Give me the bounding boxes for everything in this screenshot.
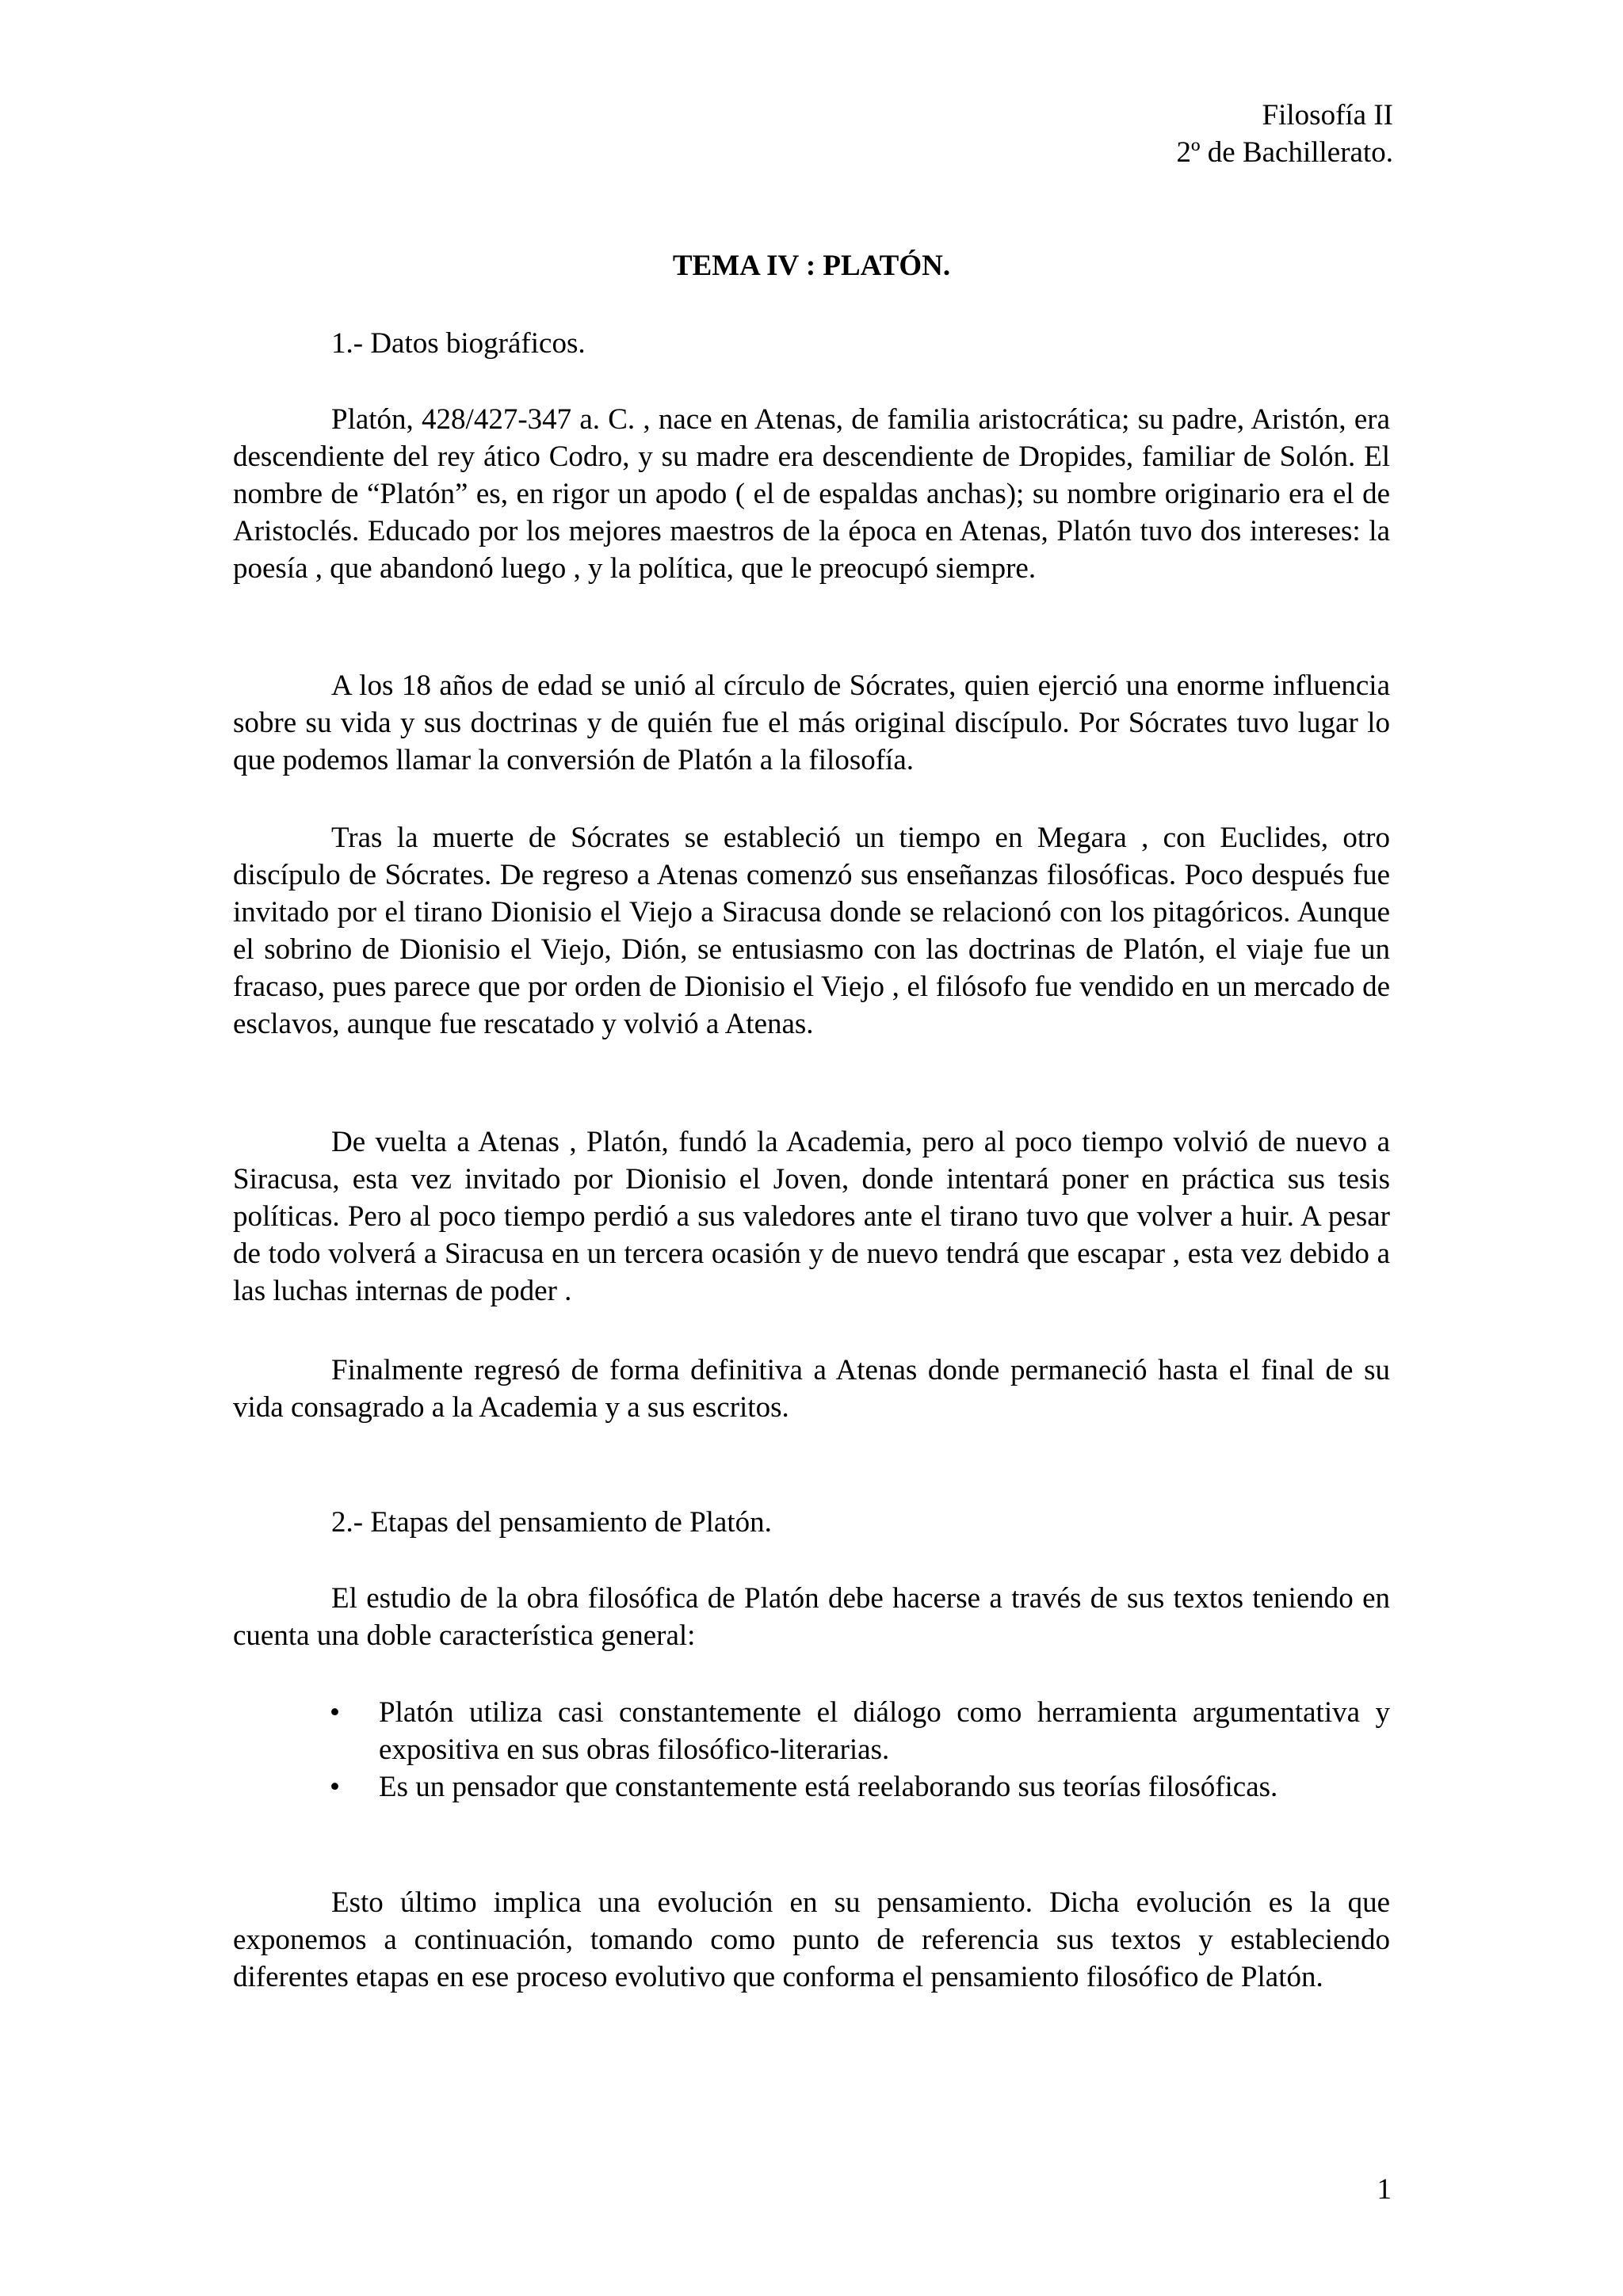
bullet-icon: • [330,1696,340,1729]
list-item-text: Platón utiliza casi constantemente el diálogo como herramienta argumentativa y expositiva en sus obras filosófico-literarias. [379,1696,1390,1766]
page-number: 1 [1377,2173,1392,2206]
list-item-text: Es un pensador que constantemente está reelaborando sus teorías filosóficas. [379,1771,1278,1803]
section-2-closing: Esto último implica una evolución en su pensamiento. Dicha evolución es la que exponemos a continuación, tomando como punto de referencia sus textos y estableciendo diferentes etapas en ese proceso evolutivo que conforma el pensamiento filosófico de Platón. [233,1886,1390,1993]
list-item [233,1768,1390,1806]
characteristics-list [233,1694,1390,1806]
list-item [233,1694,1390,1768]
section-1-paragraph-3: Tras la muerte de Sócrates se estableció un tiempo en Megara , con Euclides, otro discípulo de Sócrates. De regreso a Atenas comenzó sus enseñanzas filosóficas. Poco después fue invitado por el tirano Dionisio el Viejo a Siracusa donde se relacionó con los pitagóricos. Aunque el sobrino de Dionisio el Viejo, Dión, se entusiasmo con las doctrinas de Platón, el viaje fue un fracaso, pues parece que por orden de Dionisio el Viejo , el filósofo fue vendido en un mercado de esclavos, aunque fue rescatado y volvió a Atenas. [233,822,1390,1040]
section-2-heading: 2.- Etapas del pensamiento de Platón. [331,1506,772,1539]
section-1-heading: 1.- Datos biográficos. [331,327,586,360]
section-1-paragraph-2: A los 18 años de edad se unió al círculo de Sócrates, quien ejerció una enorme influencia sobre su vida y sus doctrinas y de quién fue el más original discípulo. Por Sócrates tuvo lugar lo que podemos llamar la conversión de Platón a la filosofía. [233,669,1390,776]
section-1-paragraph-1: Platón, 428/427-347 a. C. , nace en Atenas, de familia aristocrática; su padre, Aristón, era descendiente del rey ático Codro, y su madre era descendiente de Dropides, familiar de Solón. El nombre de “Platón” es, en rigor un apodo ( el de espaldas anchas); su nombre originario era el de Aristoclés. Educado por los mejores maestros de la época en Atenas, Platón tuvo dos intereses: la poesía , que abandonó luego , y la política, que le preocupó siempre. [233,403,1390,585]
document-title: TEMA IV : PLATÓN. [672,250,951,282]
section-1-paragraph-5: Finalmente regresó de forma definitiva a Atenas donde permaneció hasta el final de su vida consagrado a la Academia y a sus escritos. [233,1354,1390,1424]
page-header [1177,97,1393,171]
section-1-paragraph-4: De vuelta a Atenas , Platón, fundó la Academia, pero al poco tiempo volvió de nuevo a Siracusa, esta vez invitado por Dionisio el Joven, donde intentará poner en práctica sus tesis políticas. Pero al poco tiempo perdió a sus valedores ante el tirano tuvo que volver a huir. A pesar de todo volverá a Siracusa en un tercera ocasión y de nuevo tendrá que escapar , esta vez debido a las luchas internas de poder . [233,1126,1390,1307]
course-label: 2º de Bachillerato. [1176,136,1393,169]
section-2-intro: El estudio de la obra filosófica de Platón debe hacerse a través de sus textos teniendo en cuenta una doble característica general: [233,1582,1390,1652]
subject-label: Filosofía II [1262,99,1393,132]
bullet-icon: • [330,1771,340,1803]
